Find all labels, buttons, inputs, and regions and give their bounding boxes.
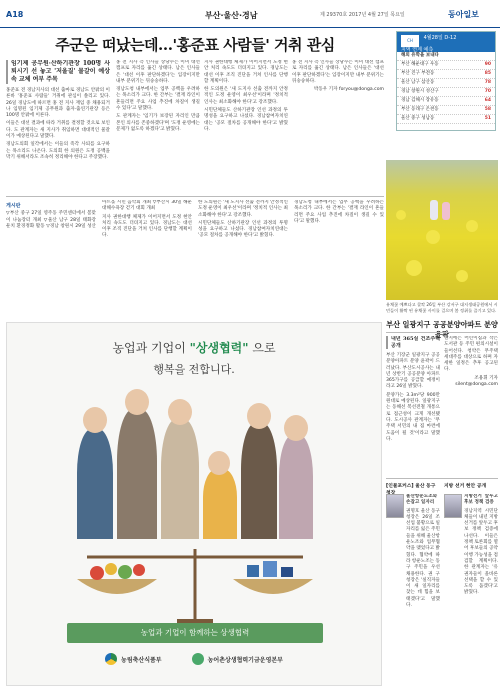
sidebox-header-sub: 지역 연계 예측 (401, 47, 434, 53)
sidebox-row-value: 85 (484, 71, 491, 76)
board-text: 지사 권한대행 체제가 이어지면서 도정 현안 처리 속도도 더뎌지고 있다. 경남도는 대선 이후 조직 진단을 거쳐 인사를 단행할 계획이다. (102, 214, 192, 239)
article-paragraph: 이들은 대선 결과에 따라 거취를 결정할 것으로 보인다. 도 관계자는 새 지사가 취임하면 대대적인 물갈이가 예상된다고 말했다. (6, 121, 110, 140)
family-illustration (77, 389, 313, 539)
sidebox-row-label: 부산 해운대구 우동 (401, 62, 439, 67)
rapeseed-flower-photo (386, 160, 498, 300)
board-text: 시민단체들도 산하기관장 인선 과정의 투명성을 요구하고 나섰다. 경남참여자치연대는 '공모 절차를 공개해야 한다'고 밝혔다. (198, 220, 288, 239)
person-portrait (444, 494, 462, 518)
article-paragraph: 시민단체들도 산하기관장 인선 과정의 투명성을 요구하고 나섰다. 경남참여자치연대는 '공모 절차를 공개해야 한다'고 밝혔다. (204, 108, 288, 132)
box-left-body (406, 494, 440, 684)
sidebox-row-label: 경남 김해시 장유동 (401, 98, 439, 103)
board-section (6, 200, 384, 318)
balance-scale-icon (67, 539, 323, 629)
fund-logo-icon (192, 653, 204, 665)
section-title: 부산·울산·경남 (205, 11, 258, 20)
sidebox-row (397, 97, 495, 106)
ad-subtitle: 행복을 전합니다. (153, 363, 235, 376)
ad-title: 농업과 기업이 "상생협력" 으로 (112, 341, 276, 355)
issue-info: 제 29370호 2017년 4월 27일 목요일 (320, 12, 405, 18)
article-paragraph: 도 관계자는 '임기가 보장된 자리인 만큼 본인 의사를 존중하겠다'며 '도정 운영에는 문제가 없도록 하겠다'고 밝혔다. (116, 114, 200, 132)
sidebox-row-value: 64 (484, 98, 491, 103)
box-right-text: 경남지역 시민단체들이 내년 지방선거를 앞두고 후보 정책 검증에 나선다. 이들은 정책 토론회를 열어 후보들의 공약 이행 가능성을 점검할 계획이다. 한 관계자는 '유권자들이 올바른 선택을 할 수 있도록 돕겠다'고 밝혔다. (464, 508, 498, 596)
sidebox-row-value: 58 (484, 107, 491, 112)
article-paragraph: 지사 권한대행 체제가 이어지면서 도정 현안 처리 속도도 더뎌지고 있다. 경남도는 대선 이후 조직 진단을 거쳐 인사를 단행할 계획이다. (204, 60, 288, 84)
newspaper-brand: 동아일보 (448, 10, 479, 19)
bottom-lead: 내년 365실 건조주택 공개 (386, 336, 440, 349)
sidebox-row-label: 울산 중구 성남동 (401, 116, 435, 121)
sidebox-row-value: 70 (484, 89, 491, 94)
sidebox-row-value: 78 (484, 80, 491, 85)
bottom-divider (386, 332, 498, 333)
article-paragraph: 경남도청 내부에서는 업무 공백을 우려하는 목소리가 크다. 한 간부는 '결재 라인이 흔들리면 주요 사업 추진에 차질이 생길 수 있다'고 말했다. (116, 87, 200, 112)
sidebox-row (397, 115, 495, 124)
box-left-title: [인물포커스] 울산 동구 (386, 484, 436, 489)
article-lead: 임기제 공무원·산하기관장 100명 사퇴시기 선 놓고 '저울질' 물갈이 예상 속 교체 여부 주목 (6, 60, 110, 84)
byline: 박동우 기자 foryou@donga.com (313, 87, 384, 93)
ad-slogan: 농업과 기업이 함께하는 상생협력 (67, 623, 323, 643)
channel-logo-icon: CH (401, 35, 419, 47)
person-portrait (386, 494, 404, 518)
page-number: A18 (6, 10, 24, 19)
article-paragraph: 경남도의회 일각에서는 이들의 즉각 사퇴를 요구하는 목소리도 나온다. 도의회 한 의원은 도정 공백을 막기 위해서라도 조속히 정리해야 한다고 주장했다. (6, 142, 110, 160)
sidebox-rows (397, 61, 495, 124)
box-right-subtitle: 지방선거 앞두고 후보 정책 검증 (464, 494, 498, 506)
box-right-title: 지방 선거 현안 공개 (444, 484, 487, 489)
sidebox-header (397, 32, 495, 52)
board-title: 게시판 (6, 203, 21, 209)
sidebox-header-text: 4월28일 D-12 (423, 35, 457, 41)
section-divider (6, 196, 384, 197)
box-left-text: 권명호 울산 동구청장은 26일 조선업 불황으로 일자리를 잃은 주민들을 위해 울산항운노조와 업무협약을 맺었다고 밝혔다. 협약에 따라 항운노조는 동구 주민을 우선 채용한다. 권 구청장은 '실직자들이 새 일자리를 찾는 데 힘을 보태겠다'고 말했다. (406, 508, 440, 609)
article-paragraph: 홍 전 지사 측 인사들 상당수는 이미 대선 캠프로 자리를 옮긴 상태다. 남은 인사들은 '대선 이후 판단하겠다'는 입장이지만 내부 분위기는 뒤숭숭하다. (116, 60, 200, 84)
byline: 조용휘 기자 silent@donga.com (455, 375, 498, 388)
sidebox-row (397, 70, 495, 79)
sidebox-row-label: 경남 창원시 성산구 (401, 89, 439, 94)
sidebox-row (397, 88, 495, 97)
box-right-body (464, 494, 498, 684)
sponsor-ministry: 농림축산식품부 (105, 653, 162, 665)
sidebox-row-label: 부산 진구 부전동 (401, 71, 435, 76)
article-paragraph: 홍준표 전 경남지사의 대선 출마로 경남도 안팎의 이른바 '홍준표 사람들' 거취에 관심이 쏠리고 있다. 26일 경남도에 따르면 홍 전 지사 재임 중 채용되거나 임명된 임기제 공무원과 출자·출연기관장 등은 100명 안팎에 이른다. (6, 88, 110, 119)
photo-caption: 유채꽃 예쁘다고 찰칵 26일 부산 강서구 대저생태공원에서 시민들이 활짝 핀 유채꽃 사이를 걸으며 봄 정취를 즐기고 있다. (386, 302, 498, 313)
article-paragraph: 단지에는 어린이집과 작은도서관 등 주민 편의시설이 들어선다. 청약은 무주택 세대주를 대상으로 하며 자세한 일정은 추후 공고된다. (444, 336, 498, 373)
article-paragraph: 한 도의원은 '새 도지사 선출 전까지 안정적인 도정 운영이 최우선'이라며 '정치적 인사는 최소화해야 한다'고 강조했다. (204, 87, 288, 105)
board-text: 경남도청 내부에서는 업무 공백을 우려하는 목소리가 크다. 한 간부는 '결재 라인이 흔들리면 주요 사업 추진에 차질이 생길 수 있다'고 말했다. (294, 200, 384, 224)
ad-sponsors (7, 653, 381, 665)
article-paragraph: 부산 기장군 일광지구 공공분양아파트 분양 윤곽이 드러났다. 부산도시공사는 내년 상반기 공공분양 아파트 365가구를 공급할 예정이라고 26일 밝혔다. (386, 353, 440, 390)
sidebox-row-value: 51 (484, 116, 491, 121)
box-divider (386, 478, 498, 479)
ministry-logo-icon (105, 653, 117, 665)
article-paragraph: 홍 전 지사 측 인사들 상당수는 이미 대선 캠프로 자리를 옮긴 상태다. 남은 인사들은 '대선 이후 판단하겠다'는 입장이지만 내부 분위기는 뒤숭숭하다. (292, 60, 384, 84)
bottom-headline: 부산 일광지구 공공분양아파트 분양 윤곽 (386, 320, 498, 339)
board-text: ▽부산 중구 27일 영주동 주민센터에서 봄맞이 나눔장터 개최 ▽울산 남구 28일 태화강 둔치 환경정화 활동 ▽경남 창원시 29일 성산아트홀 시민 음악회 개최 ▽부산시 30일 해운대해수욕장 걷기 대회 개최 (6, 200, 192, 229)
masthead (0, 0, 500, 28)
bottom-article-column-2 (444, 336, 498, 474)
bottom-article-column-1 (386, 336, 440, 474)
sidebox-row (397, 106, 495, 115)
sidebox-row (397, 79, 495, 88)
sponsor-fund: 농어촌상생협력기금운영본부 (192, 653, 283, 665)
article-paragraph: 분양가는 3.3m²당 900만 원대로 예상된다. 일광지구는 동해선 복선전철 개통으로 접근성이 크게 개선됐다. 도시공사 관계자는 '무주택 서민의 내 집 마련에 도움이 될 것'이라고 말했다. (386, 392, 440, 442)
sidebox-row-label: 부산 동래구 온천동 (401, 107, 439, 112)
sidebox-title: 해외 유학을 보내다 (397, 52, 495, 61)
sidebox-row (397, 61, 495, 70)
board-text: 한 도의원은 '새 도지사 선출 전까지 안정적인 도정 운영이 최우선'이라며 '정치적 인사는 최소화해야 한다'고 강조했다. (198, 200, 288, 218)
advertisement (6, 322, 382, 686)
election-sidebox (396, 31, 496, 131)
article-fourth-column (292, 60, 384, 160)
sidebox-row-value: 90 (484, 62, 491, 67)
box-left-subtitle: 울산항운노조와 손잡고 일자리 (406, 494, 438, 506)
sidebox-row-label: 울산 남구 삼산동 (401, 80, 435, 85)
main-headline: 주군은 떠났는데…'홍준표 사람들' 거취 관심 (55, 36, 335, 54)
